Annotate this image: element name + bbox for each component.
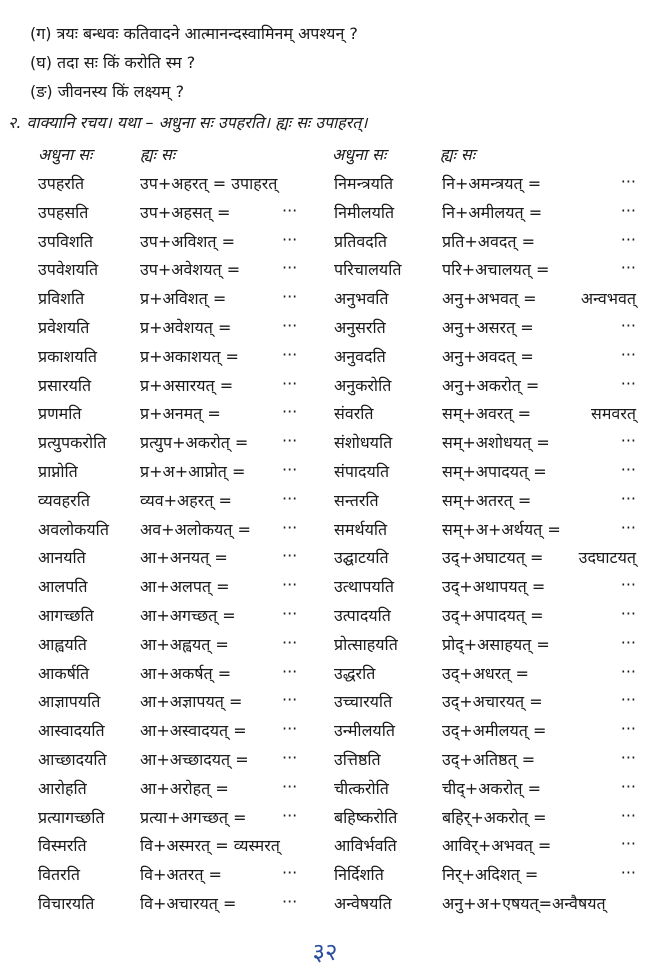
present-verb-left: प्रसारयति	[38, 375, 92, 395]
present-verb-right: आविर्भवति	[334, 836, 397, 856]
present-verb-right: सन्तरति	[334, 490, 379, 510]
past-derivation-left: प्र+अकाशयत् =	[140, 346, 239, 366]
past-derivation-right: उद्+अघाटयत् =	[442, 548, 544, 568]
table-row	[0, 168, 650, 197]
past-derivation-left: प्र+अवेशयत् =	[140, 317, 232, 337]
present-verb-right: संपादयति	[334, 461, 390, 481]
question-gha: (घ) तदा सः किं करोति स्म ?	[30, 53, 196, 72]
answer-right: ···	[620, 459, 636, 479]
past-derivation-left: उप+अहरत् = उपाहरत्	[140, 174, 278, 193]
answer-right: ···	[620, 172, 636, 191]
past-derivation-left: उप+अविशत् =	[140, 231, 236, 251]
present-verb-left: प्रविशति	[38, 289, 85, 309]
page-number: ३२	[312, 938, 338, 966]
answer-right: ···	[620, 229, 636, 249]
past-derivation-right: उद्+अतिष्ठत् =	[442, 749, 536, 769]
answer-left: ···	[282, 431, 298, 451]
answer-right: ···	[620, 431, 636, 451]
answer-left: ···	[282, 200, 298, 220]
past-derivation-right: उद्+अथापयत् =	[442, 577, 546, 597]
table-row	[0, 197, 650, 226]
present-verb-left: प्राप्नोति	[38, 461, 78, 481]
present-verb-right: समर्थयति	[334, 519, 388, 539]
past-derivation-left: अव+अलोकयत् =	[140, 519, 251, 539]
present-verb-left: आच्छादयति	[38, 749, 107, 769]
table-row	[0, 254, 650, 283]
answer-left: ···	[282, 373, 298, 393]
past-derivation-right: चीद्+अकरोत् =	[442, 778, 542, 798]
past-derivation-left: आ+अलपत् =	[140, 577, 230, 597]
present-verb-right: अनुवदति	[334, 346, 386, 366]
table-row	[0, 226, 650, 255]
past-derivation-left: उप+अवेशयत् =	[140, 260, 241, 280]
answer-right: ···	[620, 517, 636, 537]
verb-table	[0, 168, 650, 917]
past-derivation-left: वि+अचारयत् =	[140, 893, 237, 913]
present-verb-left: उपहरति	[38, 174, 85, 193]
present-verb-right: बहिष्करोति	[334, 807, 398, 827]
answer-left: ···	[282, 891, 298, 911]
table-row	[0, 686, 650, 715]
past-derivation-left: आ+अच्छादयत् =	[140, 749, 249, 769]
past-derivation-right: उद्+अधरत् =	[442, 663, 529, 683]
present-verb-left: वितरति	[38, 865, 80, 885]
question-nga: (ङ) जीवनस्य किं लक्ष्यम् ?	[30, 82, 185, 101]
table-row	[0, 859, 650, 888]
answer-left: ···	[282, 229, 298, 249]
table-row	[0, 888, 650, 917]
present-verb-left: उपहसति	[38, 202, 89, 222]
past-derivation-right: अनु+अ+एषयत्=अन्वैषयत्	[442, 893, 606, 913]
present-verb-left: आह्वयति	[38, 634, 87, 654]
table-row	[0, 571, 650, 600]
present-verb-right: परिचालयति	[334, 260, 402, 280]
present-verb-left: आगच्छति	[38, 605, 94, 625]
answer-right: ···	[620, 719, 636, 739]
past-derivation-right: नि+अमन्त्रयत् =	[442, 174, 542, 193]
past-derivation-left: वि+अस्मरत् = व्यस्मरत्	[140, 836, 280, 856]
table-row	[0, 456, 650, 485]
present-verb-right: चीत्करोति	[334, 778, 389, 798]
past-derivation-left: प्रत्युप+अकरोत् =	[140, 433, 249, 453]
table-row	[0, 600, 650, 629]
answer-left: ···	[282, 805, 298, 825]
header-left-now: अधुना सः	[38, 145, 93, 164]
present-verb-left: आज्ञापयति	[38, 692, 101, 712]
past-derivation-left: प्र+अ+आप्नोत् =	[140, 461, 246, 481]
past-derivation-right: उद्+अमीलयत् =	[442, 721, 547, 741]
answer-right: अन्वभवत्	[580, 289, 636, 309]
past-derivation-left: प्र+अनमत् =	[140, 404, 221, 424]
present-verb-right: अनुसरति	[334, 317, 386, 337]
table-row	[0, 629, 650, 658]
answer-right: ···	[620, 315, 636, 335]
past-derivation-right: निर्+अदिशत् =	[442, 865, 539, 885]
answer-right: ···	[620, 661, 636, 681]
table-row	[0, 830, 650, 859]
answer-right: ···	[620, 603, 636, 623]
answer-left: ···	[282, 575, 298, 595]
present-verb-right: उन्मीलयति	[334, 721, 395, 741]
answer-right: ···	[620, 834, 636, 854]
answer-right: ···	[620, 632, 636, 652]
past-derivation-right: अनु+अभवत् =	[442, 289, 537, 309]
answer-left: ···	[282, 258, 298, 278]
past-derivation-right: बहिर्+अकरोत् =	[442, 807, 547, 827]
past-derivation-left: प्रत्या+अगच्छत् =	[140, 807, 247, 827]
answer-right: ···	[620, 344, 636, 364]
table-row	[0, 398, 650, 427]
past-derivation-left: प्र+अविशत् =	[140, 289, 227, 309]
table-row	[0, 744, 650, 773]
answer-right: ···	[620, 258, 636, 278]
past-derivation-left: आ+अकर्षत् =	[140, 663, 232, 683]
answer-left: ···	[282, 747, 298, 767]
present-verb-left: प्रत्युपकरोति	[38, 433, 107, 453]
past-derivation-right: उद्+अचारयत् =	[442, 692, 543, 712]
table-row	[0, 283, 650, 312]
past-derivation-left: प्र+असारयत् =	[140, 375, 234, 395]
present-verb-left: विस्मरति	[38, 836, 87, 856]
answer-right: ···	[620, 488, 636, 508]
present-verb-right: उत्थापयति	[334, 577, 395, 597]
present-verb-right: अनुभवति	[334, 289, 389, 309]
present-verb-left: व्यवहरति	[38, 490, 90, 510]
present-verb-right: संवरति	[334, 404, 374, 424]
present-verb-left: प्रत्यागच्छति	[38, 807, 105, 827]
answer-right: ···	[620, 747, 636, 767]
past-derivation-right: सम्+अशोधयत् =	[442, 433, 550, 453]
answer-left: ···	[282, 287, 298, 307]
table-row	[0, 773, 650, 802]
past-derivation-right: सम्+अवरत् =	[442, 404, 532, 424]
past-derivation-right: परि+अचालयत् =	[442, 260, 550, 280]
past-derivation-left: उप+अहसत् =	[140, 202, 231, 222]
exercise-instruction: २. वाक्यानि रचय। यथा – अधुना सः उपहरति। ह्यः सः उपाहरत्।	[8, 113, 368, 132]
answer-left: ···	[282, 488, 298, 508]
past-derivation-right: नि+अमीलयत् =	[442, 202, 543, 222]
present-verb-left: आस्वादयति	[38, 721, 105, 741]
past-derivation-right: अनु+असरत् =	[442, 317, 534, 337]
answer-right: ···	[620, 373, 636, 393]
answer-left: ···	[282, 719, 298, 739]
past-derivation-left: व्यव+अहरत् =	[140, 490, 232, 510]
answer-right: ···	[620, 690, 636, 710]
present-verb-right: उच्चारयति	[334, 692, 393, 712]
past-derivation-left: आ+अगच्छत् =	[140, 605, 236, 625]
present-verb-left: आरोहति	[38, 778, 87, 798]
present-verb-left: विचारयति	[38, 893, 95, 913]
answer-left: ···	[282, 315, 298, 335]
answer-left: ···	[282, 402, 298, 422]
answer-left: ···	[282, 690, 298, 710]
table-row	[0, 802, 650, 831]
past-derivation-right: सम्+अ+अर्थयत् =	[442, 519, 561, 539]
past-derivation-left: आ+अस्वादयत् =	[140, 721, 247, 741]
present-verb-right: निर्दिशति	[334, 865, 384, 885]
present-verb-right: उद्घाटयति	[334, 548, 389, 568]
present-verb-left: आनयति	[38, 548, 86, 568]
past-derivation-right: उद्+अपादयत् =	[442, 605, 544, 625]
question-ga: (ग) त्रयः बन्धवः कतिवादने आत्मानन्दस्वामिनम् अपश्यन् ?	[30, 24, 358, 43]
answer-right: ···	[620, 575, 636, 595]
past-derivation-left: आ+अनयत् =	[140, 548, 228, 568]
past-derivation-right: अनु+अवदत् =	[442, 346, 534, 366]
answer-right: ···	[620, 200, 636, 220]
answer-left: ···	[282, 661, 298, 681]
present-verb-left: आलपति	[38, 577, 88, 597]
present-verb-right: प्रोत्साहयति	[334, 634, 398, 654]
present-verb-left: प्रकाशयति	[38, 346, 97, 366]
past-derivation-left: आ+अज्ञापयत् =	[140, 692, 243, 712]
past-derivation-right: सम्+अपादयत् =	[442, 461, 547, 481]
present-verb-left: आकर्षति	[38, 663, 90, 683]
present-verb-right: उद्धरति	[334, 663, 376, 683]
present-verb-right: उत्तिष्ठति	[334, 749, 381, 769]
present-verb-left: उपविशति	[38, 231, 94, 251]
answer-left: ···	[282, 344, 298, 364]
past-derivation-left: आ+अह्वयत् =	[140, 634, 229, 654]
table-row	[0, 514, 650, 543]
answer-left: ···	[282, 776, 298, 796]
past-derivation-right: प्रोद्+असाहयत् =	[442, 634, 550, 654]
answer-right: उदघाटयत्	[578, 548, 636, 568]
present-verb-right: निमन्त्रयति	[334, 174, 394, 193]
past-derivation-right: प्रति+अवदत् =	[442, 231, 536, 251]
past-derivation-right: सम्+अतरत् =	[442, 490, 532, 510]
table-row	[0, 542, 650, 571]
table-row	[0, 312, 650, 341]
answer-left: ···	[282, 546, 298, 566]
answer-left: ···	[282, 459, 298, 479]
table-row	[0, 658, 650, 687]
answer-left: ···	[282, 863, 298, 883]
answer-right: समवरत्	[591, 404, 636, 424]
header-right-now: अधुना सः	[332, 145, 387, 164]
header-right-past: ह्यः सः	[440, 145, 475, 164]
present-verb-right: अन्वेषयति	[334, 893, 392, 913]
table-row	[0, 427, 650, 456]
answer-left: ···	[282, 603, 298, 623]
answer-left: ···	[282, 517, 298, 537]
present-verb-left: प्रवेशयति	[38, 317, 90, 337]
present-verb-right: निमीलयति	[334, 202, 395, 222]
table-row	[0, 341, 650, 370]
present-verb-right: प्रतिवदति	[334, 231, 388, 251]
header-left-past: ह्यः सः	[140, 145, 175, 164]
table-row	[0, 485, 650, 514]
present-verb-right: अनुकरोति	[334, 375, 392, 395]
answer-right: ···	[620, 805, 636, 825]
present-verb-left: अवलोकयति	[38, 519, 109, 539]
table-row	[0, 715, 650, 744]
present-verb-left: उपवेशयति	[38, 260, 99, 280]
answer-right: ···	[620, 863, 636, 883]
table-row	[0, 370, 650, 399]
past-derivation-left: वि+अतरत् =	[140, 865, 222, 885]
present-verb-right: संशोधयति	[334, 433, 393, 453]
answer-left: ···	[282, 632, 298, 652]
past-derivation-left: आ+अरोहत् =	[140, 778, 229, 798]
present-verb-left: प्रणमति	[38, 404, 82, 424]
present-verb-right: उत्पादयति	[334, 605, 391, 625]
past-derivation-right: अनु+अकरोत् =	[442, 375, 540, 395]
past-derivation-right: आविर्+अभवत् =	[442, 836, 552, 856]
answer-right: ···	[620, 776, 636, 796]
